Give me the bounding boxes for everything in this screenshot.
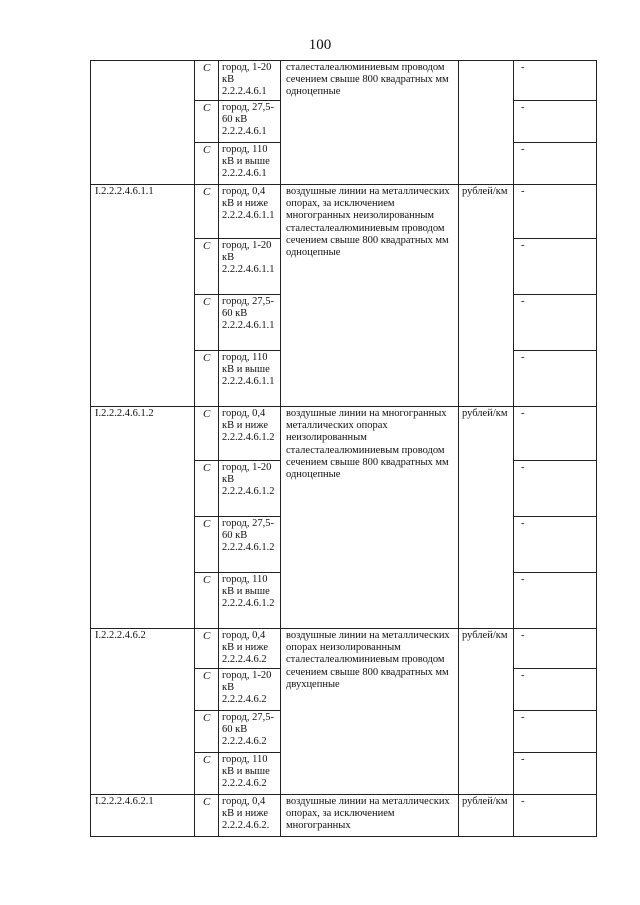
row-code: I.2.2.2.4.6.1.2 [91,407,195,629]
voltage-level: город, 27,5-60 кВ 2.2.2.4.6.2 [219,711,281,753]
value-cell: - [514,239,597,295]
value-cell: - [514,517,597,573]
category-letter: С [195,517,219,573]
page-number: 100 [308,37,332,53]
category-letter: С [195,185,219,239]
value-cell: - [514,573,597,629]
row-code [91,61,195,185]
value-cell: - [514,407,597,461]
value-cell: - [514,461,597,517]
category-letter: С [195,143,219,185]
category-letter: С [195,753,219,795]
line-description: воздушные линии на металлических опорах, за исключением многогранных [281,795,459,837]
table-row [91,629,597,669]
value-cell: - [514,185,597,239]
unit-cell [459,61,514,185]
line-description: сталесталеалюминиевым проводом сечением свыше 800 квадратных мм одноцепные [281,61,459,185]
category-letter: С [195,351,219,407]
value-cell: - [514,711,597,753]
value-cell: - [514,753,597,795]
voltage-level: город, 1-20 кВ 2.2.2.4.6.1.1 [219,239,281,295]
line-description: воздушные линии на металлических опорах, за исключением многогранных неизолированным сталесталеалюминиевым проводом сечением свыше 800 квадратных мм одноцепные [281,185,459,407]
voltage-level: город, 0,4 кВ и ниже 2.2.2.4.6.2. [219,795,281,837]
voltage-level: город, 1-20 кВ 2.2.2.4.6.2 [219,669,281,711]
voltage-level: город, 1-20 кВ 2.2.2.4.6.1 [219,61,281,101]
category-letter: С [195,669,219,711]
voltage-level: город, 27,5-60 кВ 2.2.2.4.6.1 [219,101,281,143]
category-letter: С [195,573,219,629]
category-letter: С [195,461,219,517]
row-code: I.2.2.2.4.6.2 [91,629,195,795]
voltage-level: город, 110 кВ и выше 2.2.2.4.6.1.2 [219,573,281,629]
voltage-level: город, 27,5-60 кВ 2.2.2.4.6.1.2 [219,517,281,573]
table-row [91,407,597,461]
unit-cell: рублей/км [459,629,514,795]
unit-cell: рублей/км [459,407,514,629]
value-cell: - [514,101,597,143]
voltage-level: город, 110 кВ и выше 2.2.2.4.6.1 [219,143,281,185]
category-letter: С [195,629,219,669]
unit-cell: рублей/км [459,795,514,837]
value-cell: - [514,629,597,669]
category-letter: С [195,295,219,351]
category-letter: С [195,239,219,295]
category-letter: С [195,711,219,753]
unit-cell: рублей/км [459,185,514,407]
value-cell: - [514,351,597,407]
line-description: воздушные линии на многогранных металлических опорах неизолированным сталесталеалюминиевым проводом сечением свыше 800 квадратных мм одноцепные [281,407,459,629]
voltage-level: город, 0,4 кВ и ниже 2.2.2.4.6.2 [219,629,281,669]
line-description: воздушные линии на металлических опорах неизолированным сталесталеалюминиевым проводом сечением свыше 800 квадратных мм двухцепные [281,629,459,795]
category-letter: С [195,795,219,837]
value-cell: - [514,143,597,185]
voltage-level: город, 110 кВ и выше 2.2.2.4.6.1.1 [219,351,281,407]
voltage-level: город, 27,5-60 кВ 2.2.2.4.6.1.1 [219,295,281,351]
value-cell: - [514,795,597,837]
row-code: I.2.2.2.4.6.1.1 [91,185,195,407]
table-row [91,61,597,101]
tariff-table [90,60,597,837]
voltage-level: город, 110 кВ и выше 2.2.2.4.6.2 [219,753,281,795]
value-cell: - [514,295,597,351]
voltage-level: город, 1-20 кВ 2.2.2.4.6.1.2 [219,461,281,517]
category-letter: С [195,61,219,101]
row-code: I.2.2.2.4.6.2.1 [91,795,195,837]
category-letter: С [195,101,219,143]
value-cell: - [514,669,597,711]
table-row [91,185,597,239]
table-row [91,795,597,837]
value-cell: - [514,61,597,101]
category-letter: С [195,407,219,461]
voltage-level: город, 0,4 кВ и ниже 2.2.2.4.6.1.2 [219,407,281,461]
voltage-level: город, 0,4 кВ и ниже 2.2.2.4.6.1.1 [219,185,281,239]
